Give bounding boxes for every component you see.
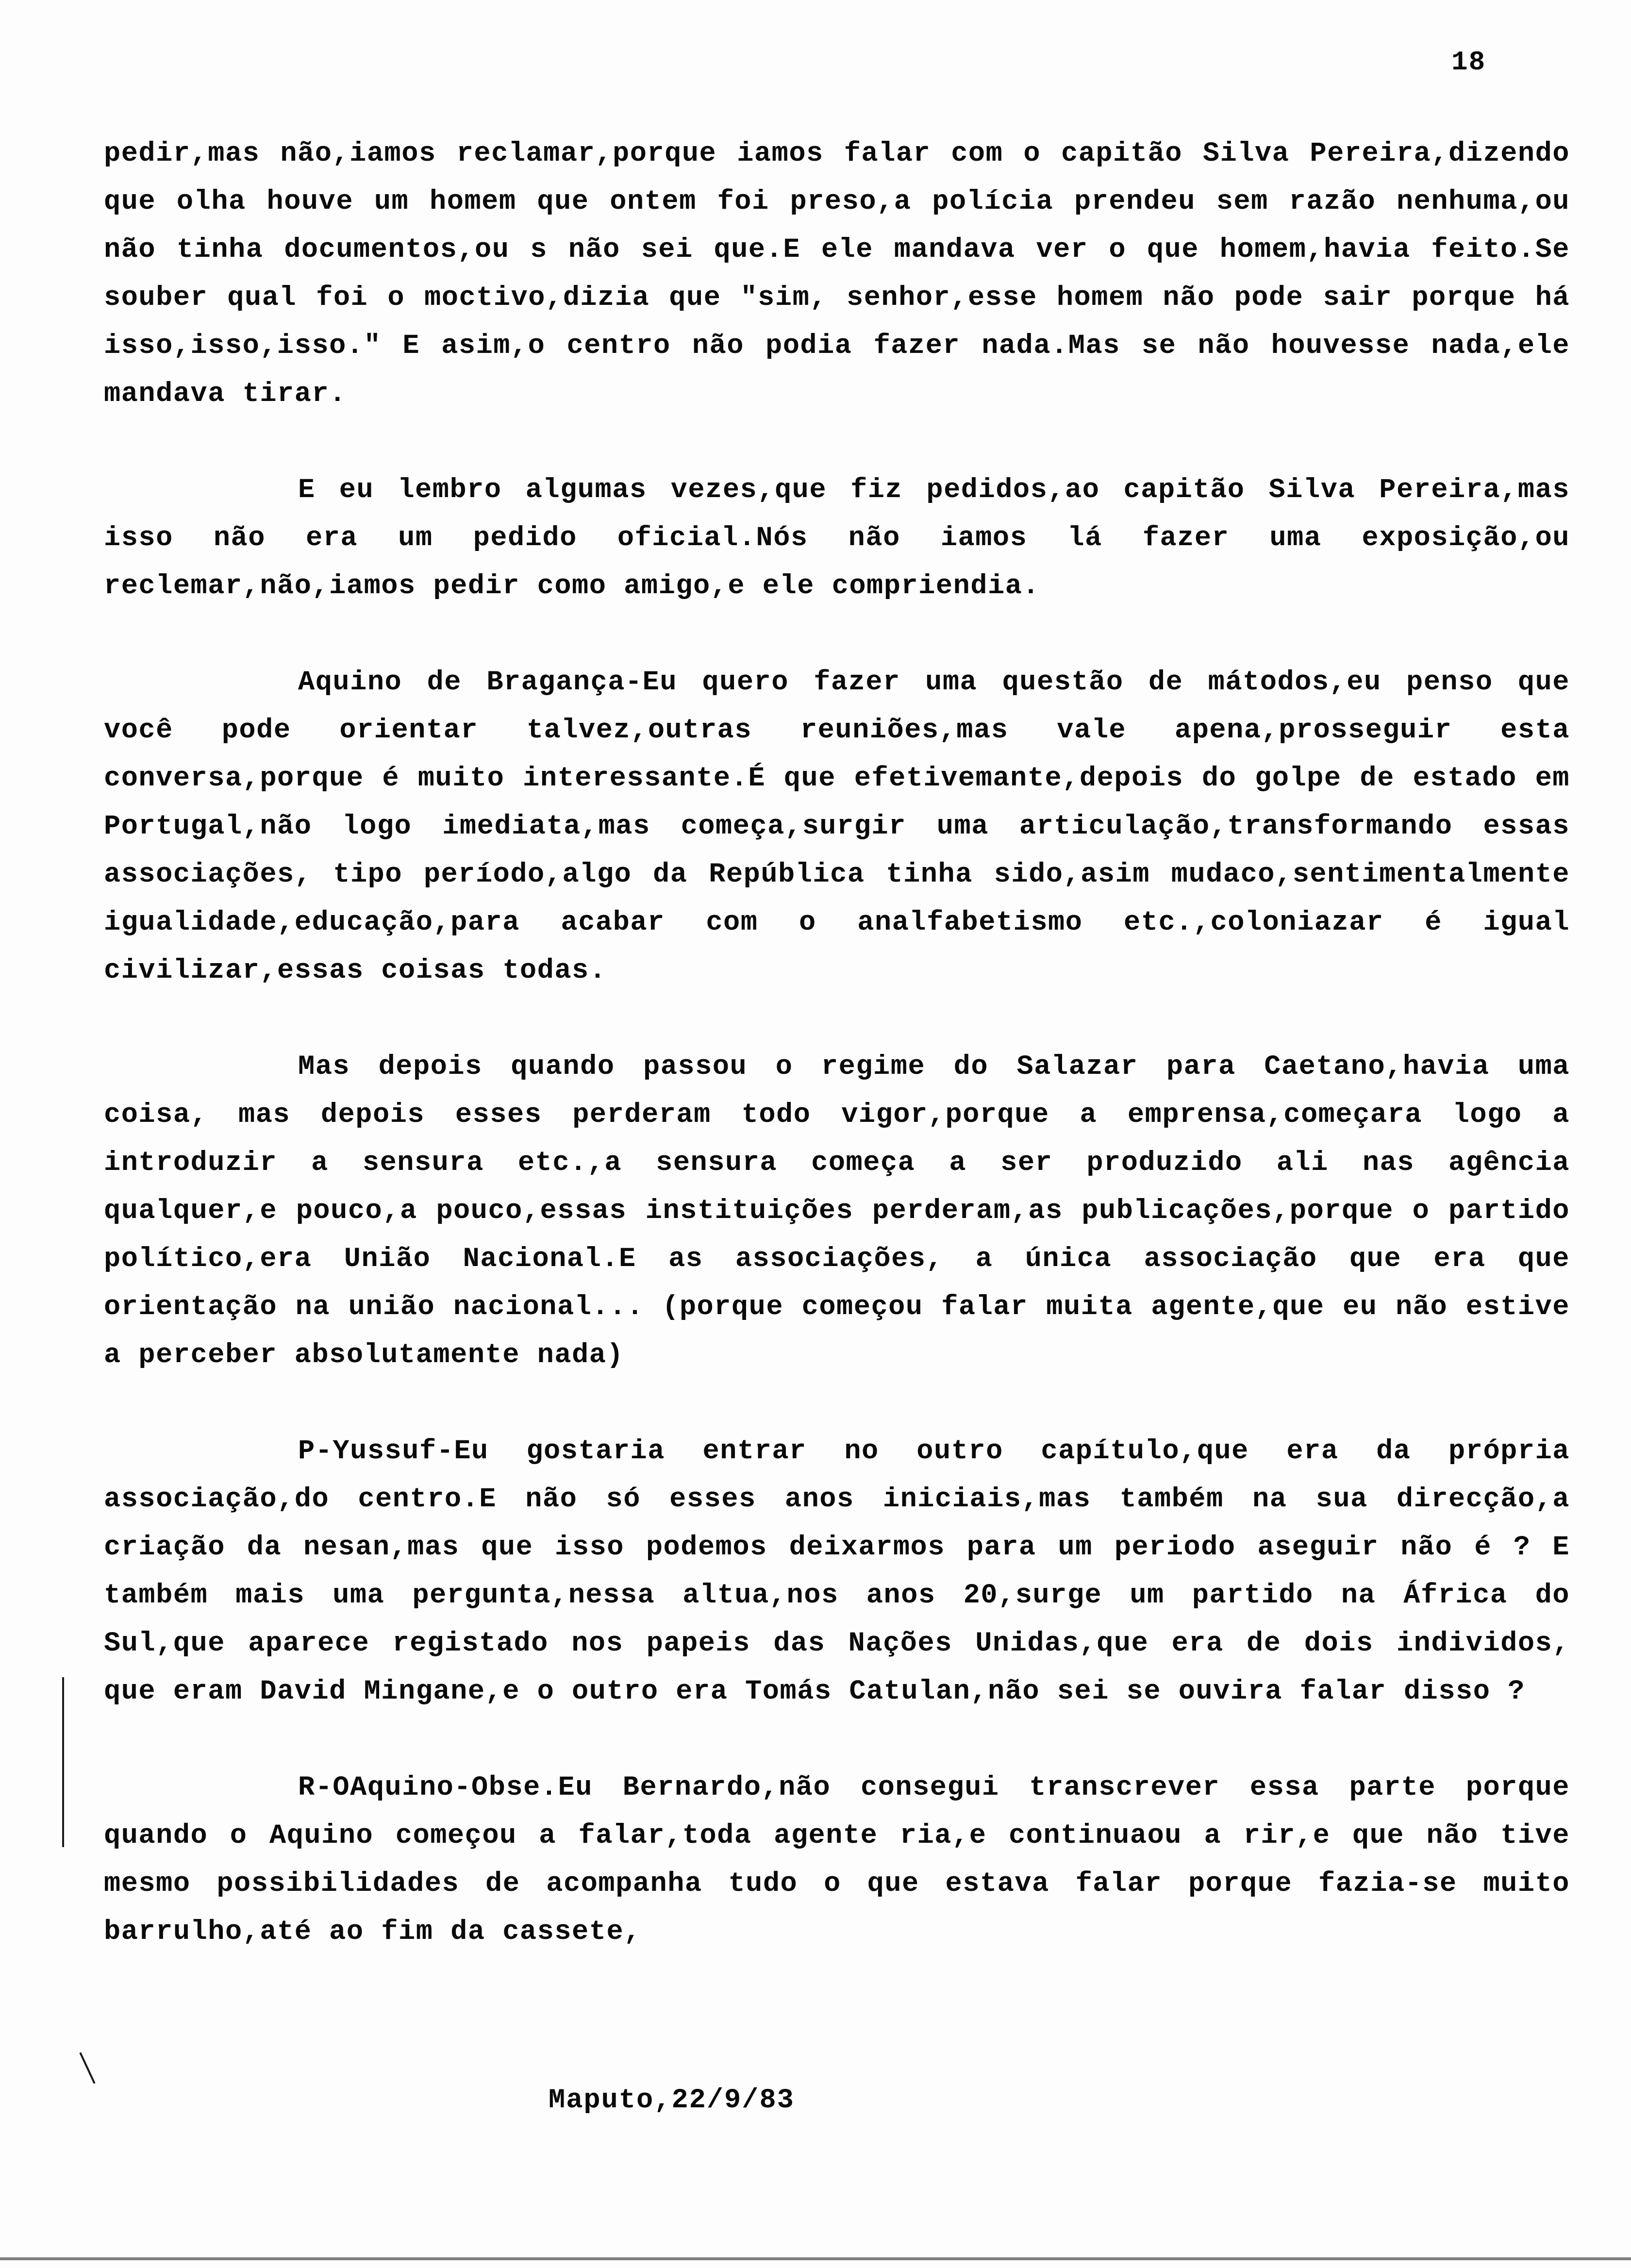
paragraph-5: P-Yussuf-Eu gostaria entrar no outro capítulo,que era da própria associação,do centro.E não só esses anos iniciais,mas também na sua direcção,a criação da nesan,mas que isso podemos deixarmos para um periodo aseguir não é ? E também mais uma pergunta,nessa altua,nos anos 20,surge um partido na África do Sul,que aparece registado nos papeis das Nações Unidas,que era de dois individos, que eram David Mingane,e o outro era Tomás Catulan,não sei se ouvira falar disso ? bbox=[104, 1436, 1570, 1707]
page-bottom-edge bbox=[0, 2257, 1631, 2260]
paragraph-1: pedir,mas não,iamos reclamar,porque iamos falar com o capitão Silva Pereira,dizendo que olha houve um homem que ontem foi preso,a polícia prendeu sem razão nenhuma,ou não tinha documentos,ou s não sei que.E ele mandava ver o que homem,havia feito.Se souber qual foi o moctivo,dizia que "sim, senhor,esse homem não pode sair porque há isso,isso,isso." E asim,o centro não podia fazer nada.Mas se não houvesse nada,ele mandava tirar. bbox=[104, 138, 1570, 410]
place-date-line: Maputo,22/9/83 bbox=[549, 2085, 795, 2116]
margin-tick bbox=[79, 2052, 95, 2084]
paragraph-6: R-OAquino-Obse.Eu Bernardo,não consegui transcrever essa parte porque quando o Aquino começou a falar,toda agente ria,e continuaou a rir,e que não tive mesmo possibilidades de acompanha tudo o que estava falar porque fazia-se muito barrulho,até ao fim da cassete, bbox=[104, 1772, 1570, 1948]
paragraph-2: E eu lembro algumas vezes,que fiz pedidos,ao capitão Silva Pereira,mas isso não era um pedido oficial.Nós não iamos lá fazer uma exposição,ou reclemar,não,iamos pedir como amigo,e ele compriendia. bbox=[104, 475, 1570, 602]
margin-mark bbox=[62, 1677, 64, 1847]
paragraph-3: Aquino de Bragança-Eu quero fazer uma questão de mátodos,eu penso que você pode orientar talvez,outras reuniões,mas vale apena,prosseguir esta conversa,porque é muito interessante.É que efetivemante,depois do golpe de estado em Portugal,não logo imediata,mas começa,surgir uma articulação,transformando essas associações, tipo período,algo da República tinha sido,asim mudaco,sentimentalmente igualidade,educação,para acabar com o analfabetismo etc.,coloniazar é igual civilizar,essas coisas todas. bbox=[104, 667, 1570, 986]
page-number: 18 bbox=[1451, 47, 1486, 78]
transcript-body bbox=[104, 130, 1570, 2004]
paragraph-4: Mas depois quando passou o regime do Salazar para Caetano,havia uma coisa, mas depois esses perderam todo vigor,porque a emprensa,começara logo a introduzir a sensura etc.,a sensura começa a ser produzido ali nas agência qualquer,e pouco,a pouco,essas instituições perderam,as publicações,porque o partido político,era União Nacional.E as associações, a única associação que era que orientação na união nacional... (porque começou falar muita agente,que eu não estive a perceber absolutamente nada) bbox=[104, 1051, 1570, 1371]
